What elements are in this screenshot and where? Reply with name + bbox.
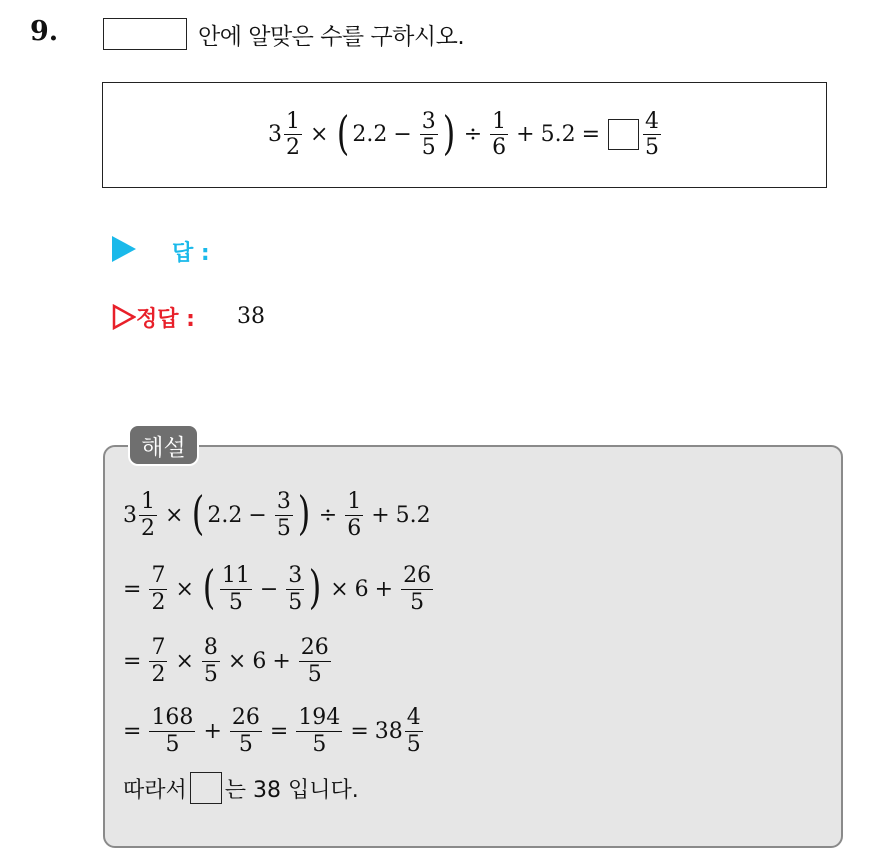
blank-box <box>103 18 187 50</box>
eq-fraction-2: $\frac{3}{5}$ <box>421 108 436 160</box>
question-text: 안에 알맞은 수를 구하시오. <box>198 24 465 50</box>
solution-line-4: = $\frac{168}{5}$ + $\frac{26}{5}$ = $\frac{194}{5}$ = 38 $\frac{4}{5}$ <box>123 705 421 757</box>
question-number: 9. <box>30 16 59 47</box>
eq-times: × <box>309 122 329 147</box>
answer-arrow-icon <box>112 236 136 262</box>
solution-tag: 해설 <box>128 424 199 466</box>
correct-arrow-icon <box>112 304 136 330</box>
solution-line-3: = $\frac{7}{2}$ × $\frac{8}{5}$ × 6 + $\frac{26}{5}$ <box>123 635 329 687</box>
eq-fraction-4: $\frac{4}{5}$ <box>645 108 660 160</box>
solution-line-1: 3 $\frac{1}{2}$ × ( 2.2 − $\frac{3}{5}$ ) ÷ $\frac{1}{6}$ + 5.2 <box>123 486 431 541</box>
eq-left-paren: ( <box>337 105 350 160</box>
correct-label: 정답 : <box>136 307 195 332</box>
eq-plus: + <box>516 122 535 147</box>
eq-minus: − <box>393 122 412 147</box>
eq-fraction-3: $\frac{1}{6}$ <box>492 108 507 160</box>
answer-label: 답 : <box>172 241 210 266</box>
equation <box>267 105 663 160</box>
conclusion-prefix: 따라서 <box>123 777 187 803</box>
eq-blank-box <box>608 119 639 150</box>
eq-div: ÷ <box>463 122 483 147</box>
solution-conclusion <box>123 772 359 804</box>
equation-box <box>102 82 827 188</box>
eq-whole: 3 <box>267 122 282 147</box>
conclusion-suffix: 는 38 입니다. <box>224 777 359 803</box>
eq-decimal: 2.2 <box>352 122 388 147</box>
eq-decimal-2: 5.2 <box>540 122 576 147</box>
eq-right-paren: ) <box>442 105 456 160</box>
solution-line-2: = $\frac{7}{2}$ × ( $\frac{11}{5}$ − $\frac{3}{5}$ ) × 6 + $\frac{26}{5}$ <box>123 560 432 615</box>
conclusion-blank-box <box>190 772 222 804</box>
correct-value: 38 <box>237 304 265 329</box>
eq-fraction-1: $\frac{1}{2}$ <box>285 108 300 160</box>
eq-equals: = <box>581 122 601 147</box>
